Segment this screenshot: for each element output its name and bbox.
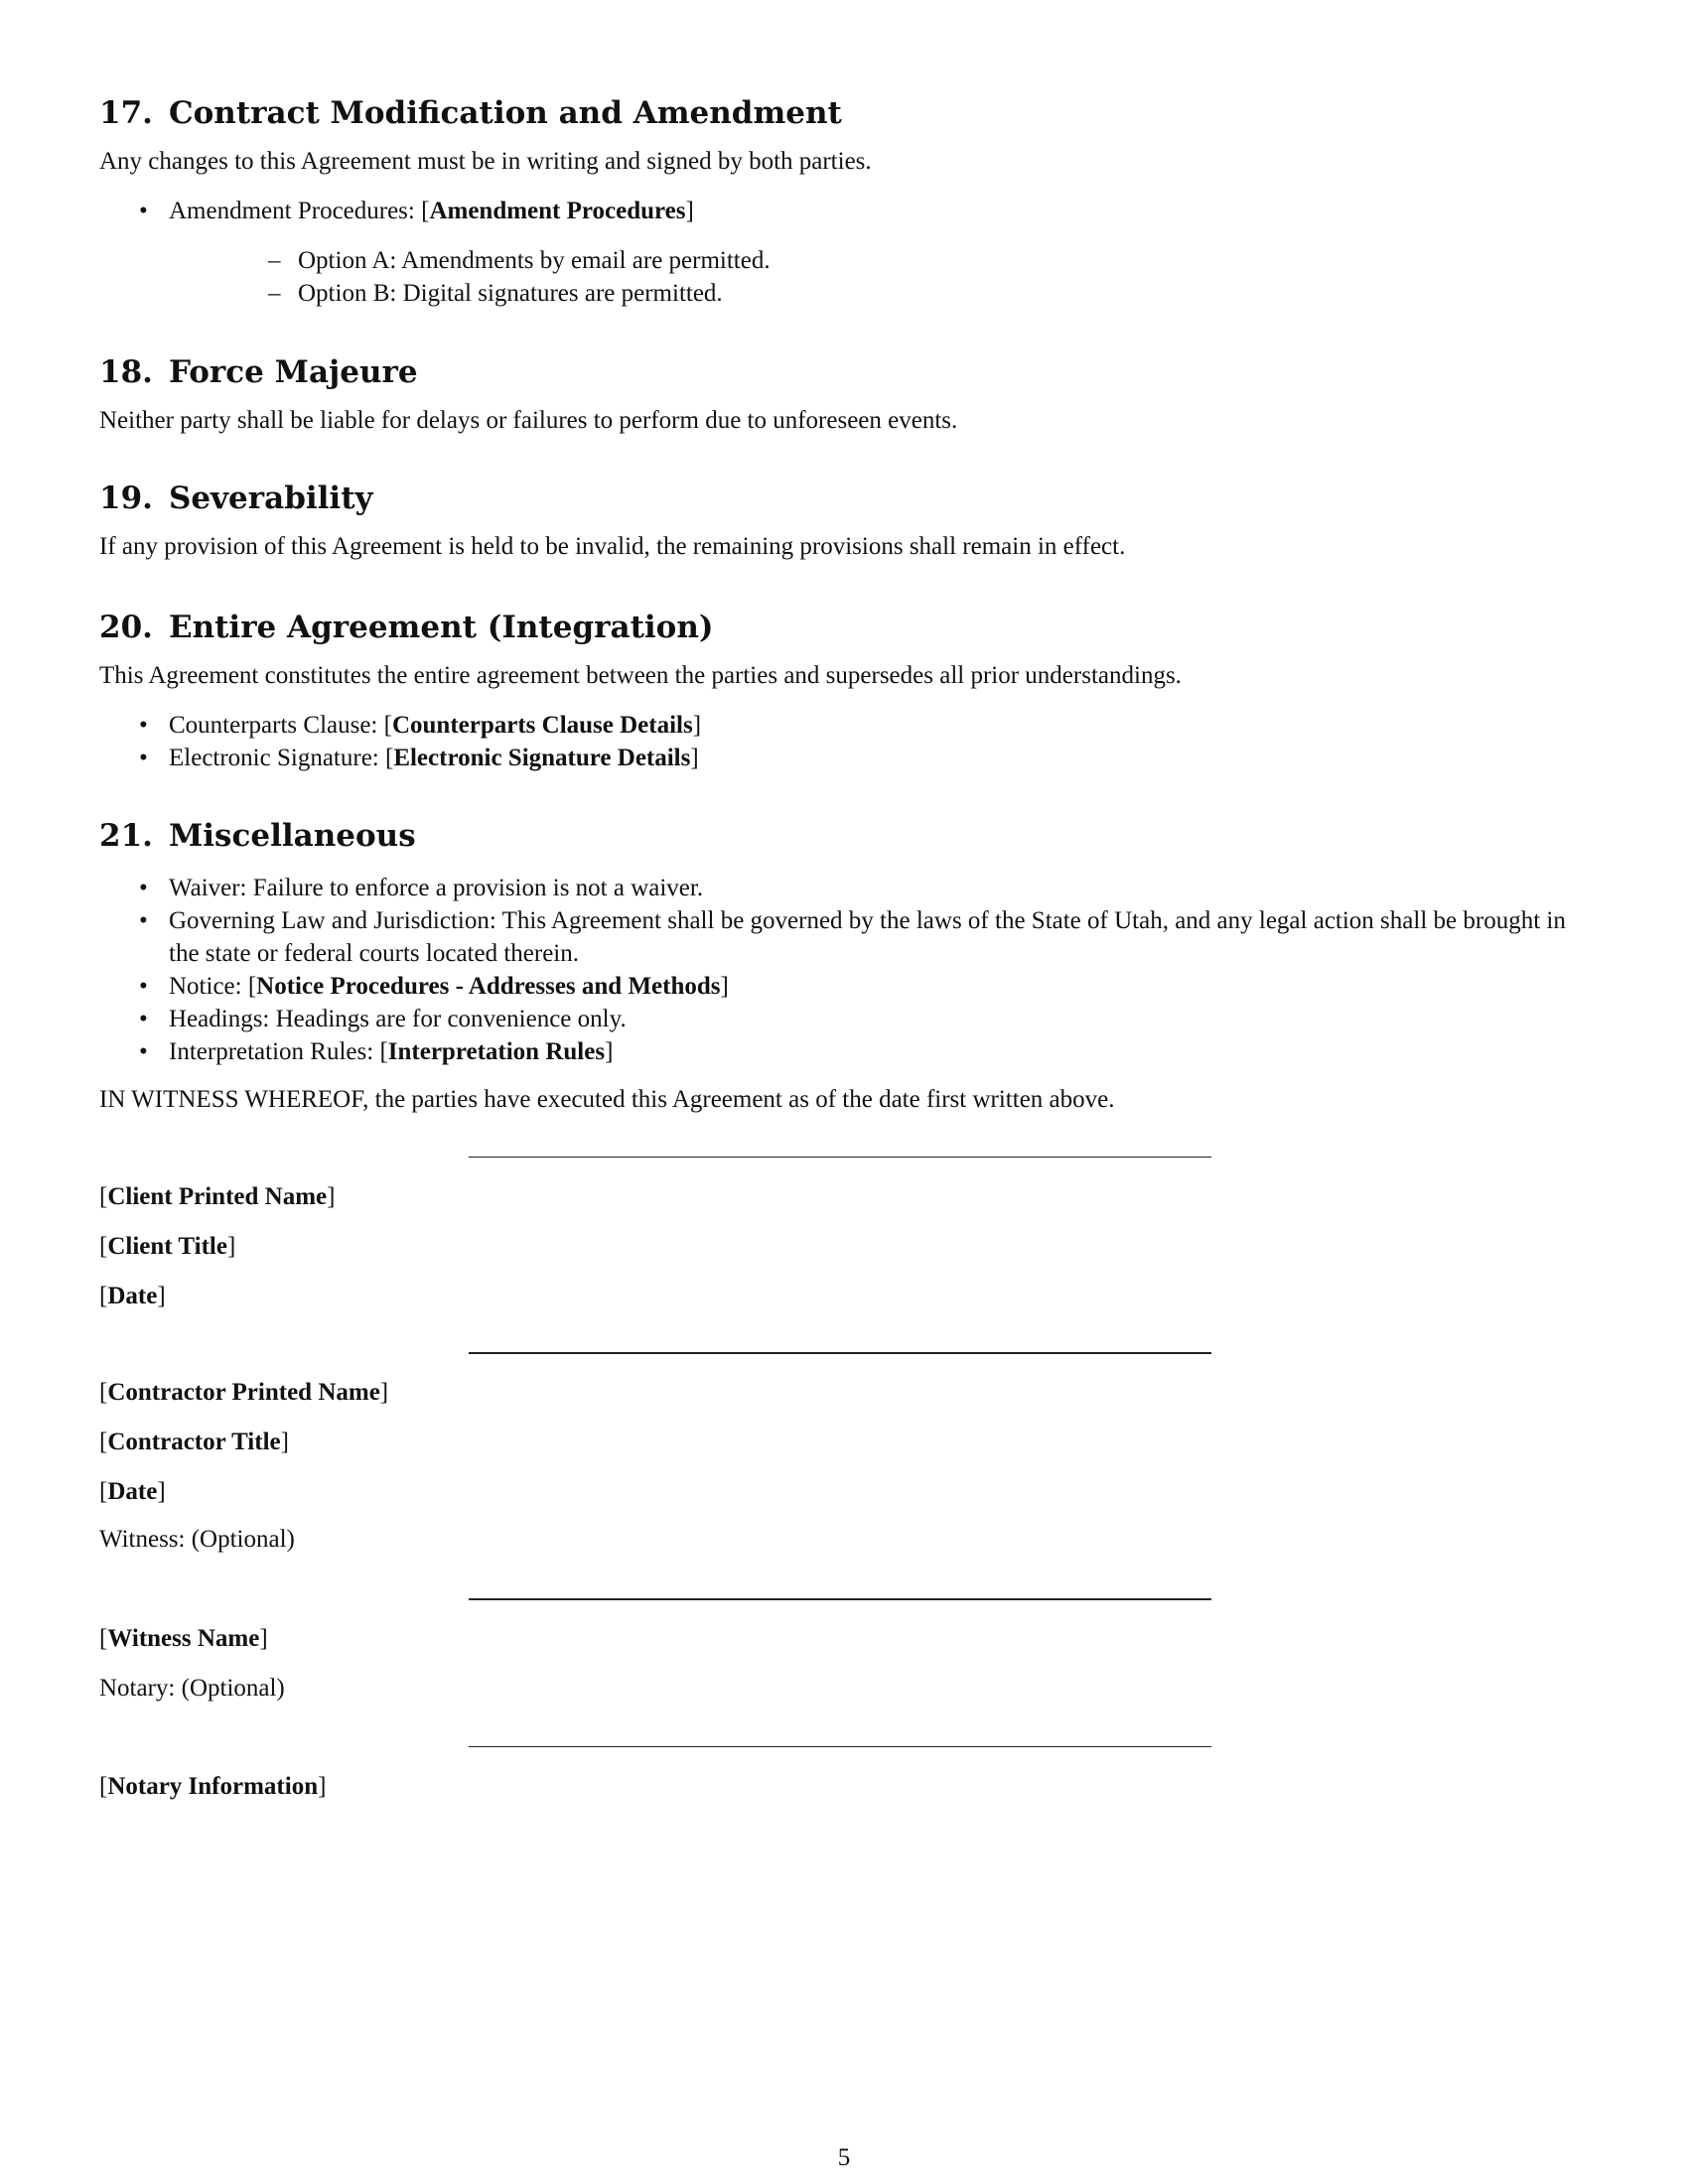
section-heading: 19. Severability — [99, 480, 373, 516]
list-item: – Option B: Digital signatures are permitted. — [169, 277, 1589, 310]
client-printed-name: [Client Printed Name] — [99, 1183, 336, 1210]
placeholder-field: Interpretation Rules — [387, 1038, 606, 1065]
contractor-printed-name: [Contractor Printed Name] — [99, 1379, 389, 1406]
bullet-list — [99, 709, 1589, 774]
notary-label: Notary: (Optional) — [99, 1675, 285, 1702]
client-title: [Client Title] — [99, 1233, 236, 1260]
list-item: • Amendment Procedures: [Amendment Procedures] – Option A: Amendments by email are permitted. – Option B: Digital signatures are permitted. — [99, 195, 1589, 310]
client-date: [Date] — [99, 1283, 166, 1309]
list-item: • Interpretation Rules: [Interpretation Rules] — [99, 1035, 1589, 1068]
section-heading: 17. Contract Modification and Amendment — [99, 95, 842, 131]
bullet-list — [99, 195, 1589, 310]
witness-label: Witness: (Optional) — [99, 1526, 295, 1553]
placeholder-field: Notice Procedures - Addresses and Methods — [256, 973, 721, 1000]
list-item: • Notice: [Notice Procedures - Addresses and Methods] — [99, 970, 1589, 1003]
list-item: • Headings: Headings are for convenience only. — [99, 1003, 1589, 1035]
section-heading: 20. Entire Agreement (Integration) — [99, 610, 714, 645]
contractor-title: [Contractor Title] — [99, 1429, 289, 1455]
placeholder-field: Amendment Procedures — [429, 198, 686, 224]
list-item: • Waiver: Failure to enforce a provision is not a waiver. — [99, 872, 1589, 904]
witness-name: [Witness Name] — [99, 1625, 268, 1652]
list-item: • Counterparts Clause: [Counterparts Clause Details] — [99, 709, 1589, 742]
section-heading: 21. Miscellaneous — [99, 818, 416, 854]
placeholder-field: Counterparts Clause Details — [391, 712, 693, 739]
section-20 — [99, 608, 1589, 774]
section-17 — [99, 93, 1589, 310]
section-body: Any changes to this Agreement must be in writing and signed by both parties. — [99, 148, 872, 175]
bullet-list — [99, 872, 1589, 1068]
list-item: – Option A: Amendments by email are permitted. — [169, 244, 1589, 277]
section-heading: 18. Force Majeure — [99, 354, 418, 390]
sub-list — [169, 244, 1589, 310]
list-item: • Governing Law and Jurisdiction: This Agreement shall be governed by the laws of the State of Utah, and any legal action shall be brought in the state or federal courts located therein. — [99, 904, 1589, 970]
contractor-signature-line — [469, 1352, 1211, 1354]
section-body: If any provision of this Agreement is held to be invalid, the remaining provisions shall remain in effect. — [99, 533, 1126, 560]
section-body: This Agreement constitutes the entire agreement between the parties and supersedes all prior understandings. — [99, 662, 1182, 689]
section-19 — [99, 478, 1589, 563]
section-21 — [99, 816, 1589, 1116]
notary-signature-line — [469, 1746, 1211, 1747]
section-18 — [99, 352, 1589, 437]
witness-clause: IN WITNESS WHEREOF, the parties have executed this Agreement as of the date first written above. — [99, 1086, 1115, 1113]
section-body: Neither party shall be liable for delays or failures to perform due to unforeseen events. — [99, 407, 958, 434]
page-number: 5 — [837, 2144, 851, 2171]
placeholder-field: Electronic Signature Details — [393, 745, 691, 771]
client-signature-line — [469, 1157, 1211, 1158]
list-item: • Electronic Signature: [Electronic Signature Details] — [99, 742, 1589, 774]
contractor-date: [Date] — [99, 1478, 166, 1505]
witness-signature-line — [469, 1598, 1211, 1600]
notary-information: [Notary Information] — [99, 1773, 327, 1800]
